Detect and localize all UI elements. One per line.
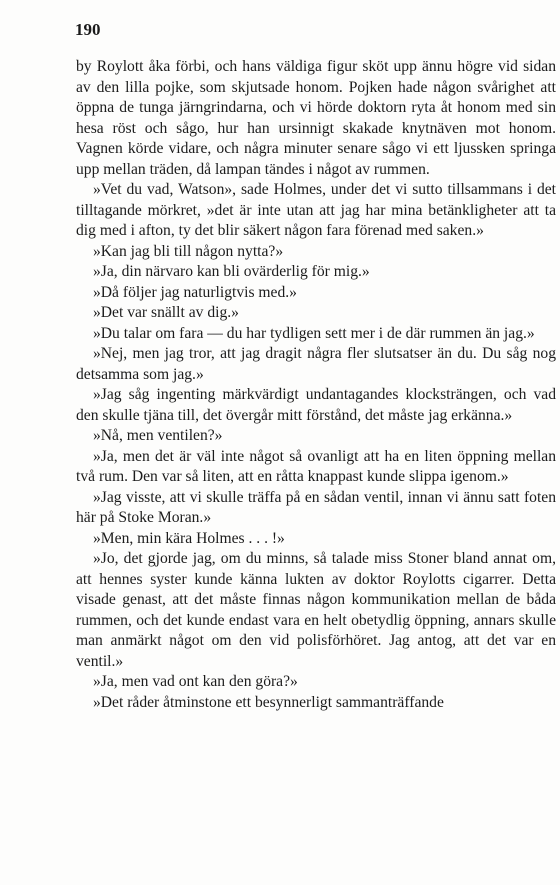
paragraph: »Nej, men jag tror, att jag dragit några fler slutsatser än du. Du såg nog detsamma som jag.» (76, 345, 556, 383)
paragraph: by Roylott åka förbi, och hans väldiga figur sköt upp ännu högre vid sidan av den lilla pojke, som skjutsade honom. Pojken hade någon svårighet att öppna de tunga järngrindarna, och vi hörde doktorn ryta åt honom med sin hesa röst och sågo, hur han ursinnigt skakade knytnäven mot honom. Vagnen körde vidare, och några minuter senare sågo vi ett ljussken springa upp mellan träden, då lampan tändes i något av rummen. (76, 58, 556, 178)
paragraph: »Ja, men det är väl inte något så ovanligt att ha en liten öppning mellan två rum. Den var så liten, att en råtta knappast kunde slippa igenom.» (76, 447, 556, 485)
paragraph: »Då följer jag naturligtvis med.» (93, 283, 297, 301)
paragraph: »Jag såg ingenting märkvärdigt undantagandes klocksträngen, och vad den skulle tjäna till, det övergår mitt förstånd, det måste jag erkänna.» (76, 386, 556, 424)
paragraph: »Nå, men ventilen?» (93, 427, 223, 444)
paragraph: »Vet du vad, Watson», sade Holmes, under det vi sutto tillsammans i det tilltagande mörkret, »det är inte utan att jag har mina betänkligheter att ta dig med i afton, ty det blir säkert någon fara förenad med saken.» (76, 181, 556, 239)
paragraph: »Ja, din närvaro kan bli ovärderlig för mig.» (93, 263, 370, 280)
paragraph: »Kan jag bli till någon nytta?» (93, 242, 284, 260)
page-number: 190 (75, 20, 101, 39)
paragraph: »Det var snällt av dig.» (93, 304, 239, 321)
paragraph: »Det råder åtminstone ett besynnerligt sammanträffande (93, 693, 444, 711)
paragraph: »Du talar om fara — du har tydligen sett mer i de där rummen än jag.» (93, 324, 535, 342)
paragraph: »Jag visste, att vi skulle träffa på en sådan ventil, innan vi ännu satt foten här på Stoke Moran.» (76, 488, 556, 526)
paragraph: »Men, min kära Holmes . . . !» (93, 529, 285, 547)
paragraph: »Ja, men vad ont kan den göra?» (93, 673, 298, 690)
body-text (76, 57, 556, 713)
paragraph: »Jo, det gjorde jag, om du minns, så talade miss Stoner bland annat om, att hennes syster kunde känna lukten av doktor Roylotts cigarrer. Detta visade genast, att det måste finnas någon kommunikation mellan de båda rummen, och det kunde endast vara en helt obetydlig öppning, annars skulle man anmärkt något om den vid polisförhöret. Jag antog, att det var en ventil.» (76, 550, 556, 670)
